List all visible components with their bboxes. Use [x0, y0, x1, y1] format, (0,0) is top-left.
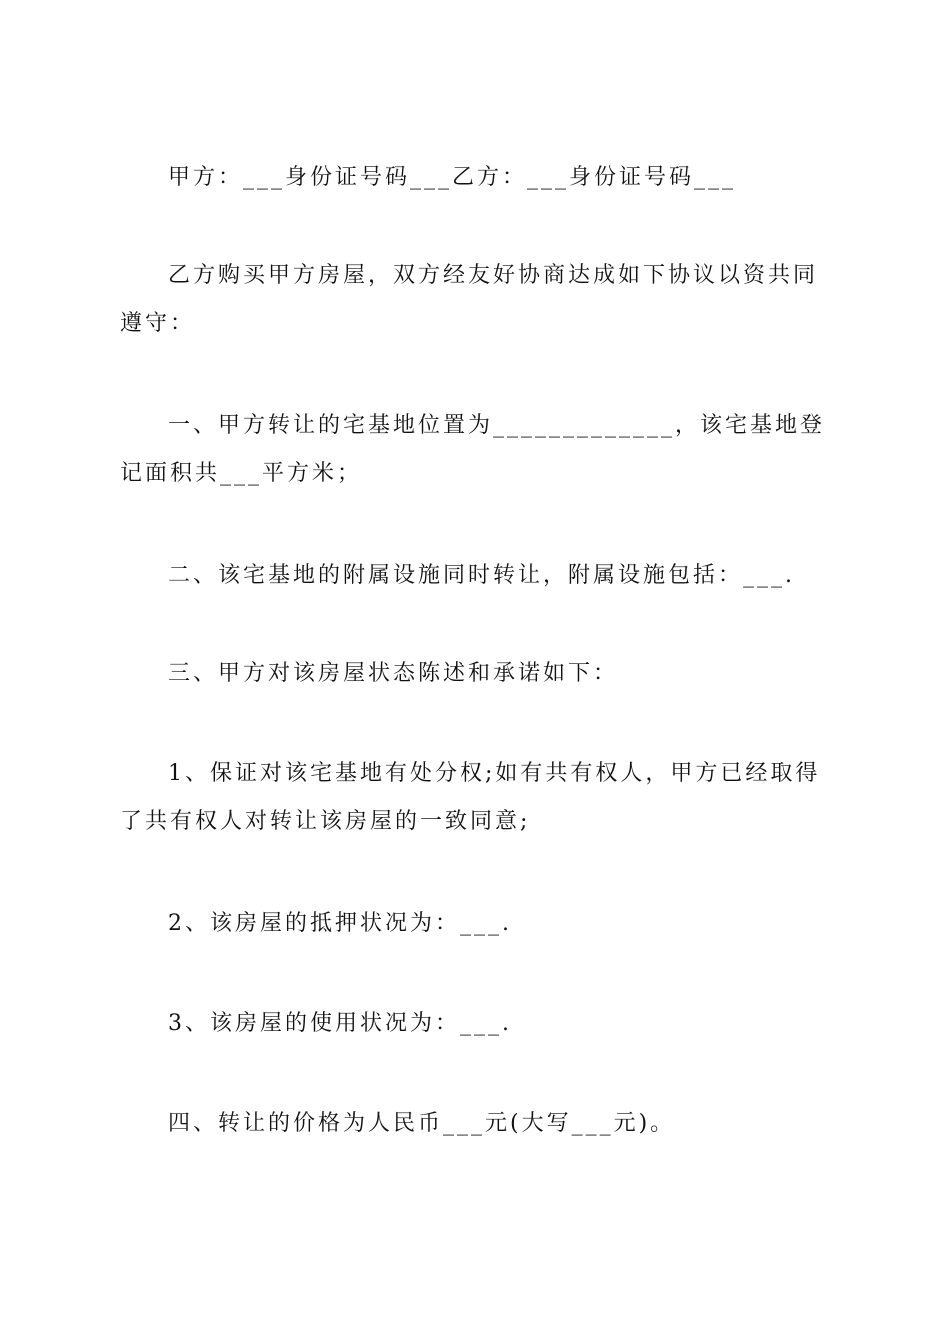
clause-3-item-3: 3、该房屋的使用状况为：___.	[168, 1011, 512, 1036]
clause-3-heading: 三、甲方对该房屋状态陈述和承诺如下：	[168, 661, 619, 686]
clause-4-price: 四、转让的价格为人民币___元(大写___元)。	[168, 1111, 676, 1136]
clause-3-item-1: 1、保证对该宅基地有处分权;如有共有权人，甲方已经取得了共有权人对转让该房屋的一致同意;	[120, 761, 821, 834]
preamble-paragraph: 乙方购买甲方房屋，双方经友好协商达成如下协议以资共同遵守：	[120, 263, 819, 336]
clause-2-facilities: 二、该宅基地的附属设施同时转让，附属设施包括：___.	[168, 563, 795, 588]
clause-3-item-2: 2、该房屋的抵押状况为：___.	[168, 911, 512, 936]
parties-line: 甲方：___身份证号码___乙方：___身份证号码___	[168, 165, 737, 190]
clause-1-location: 一、甲方转让的宅基地位置为_____________，该宅基地登记面积共___平方米；	[120, 413, 826, 486]
